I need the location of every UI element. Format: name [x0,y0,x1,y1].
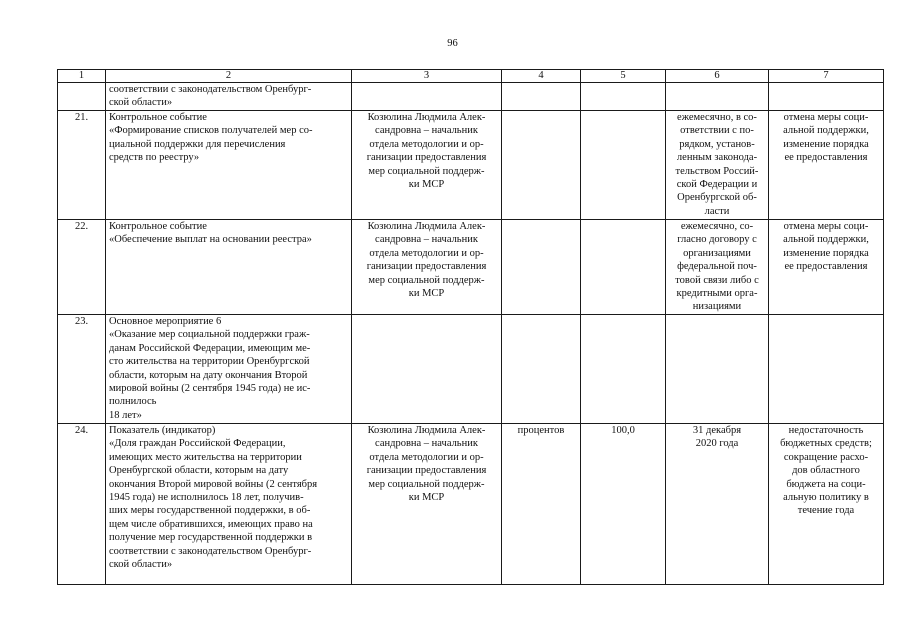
measures-table [57,69,884,585]
column-header: 3 [352,70,502,83]
responsible-cell [352,83,502,111]
value-cell [581,315,666,424]
responsible-cell [352,315,502,424]
row-number: 24. [58,424,106,585]
unit-cell [502,220,581,315]
measure-name-cell: Контрольное событие «Обеспечение выплат на основании реестра» [106,220,352,315]
column-header: 4 [502,70,581,83]
deadline-cell: ежемесячно, в со- ответствии с по- рядком, установ- ленным законода- тельством Россий- ской Федерации и Оренбургской об- ласти [666,111,769,220]
unit-cell [502,111,581,220]
risk-cell: отмена меры соци- альной поддержки, изменение порядка ее предоставления [769,111,884,220]
risk-cell: отмена меры соци- альной поддержки, изменение порядка ее предоставления [769,220,884,315]
table-row [58,83,884,111]
responsible-cell: Козюлина Людмила Алек- сандровна – начальник отдела методологии и ор- ганизации предоставления мер социальной поддерж- ки МСР [352,111,502,220]
deadline-cell [666,83,769,111]
column-header: 7 [769,70,884,83]
measure-name-cell: Основное мероприятие 6 «Оказание мер социальной поддержки граж- данам Российской Федерации, имеющим ме- сто жительства на территории Оренбургской области, которым на дату окончания Второй мировой войны (2 сентября 1945 года) не ис- полнилось 18 лет» [106,315,352,424]
table-row [58,220,884,315]
risk-cell: недостаточность бюджетных средств; сокращение расхо- дов областного бюджета на соци- альную политику в течение года [769,424,884,585]
column-header: 1 [58,70,106,83]
value-cell [581,83,666,111]
table-row [58,424,884,585]
value-cell [581,111,666,220]
column-header: 5 [581,70,666,83]
unit-cell: процентов [502,424,581,585]
responsible-cell: Козюлина Людмила Алек- сандровна – начальник отдела методологии и ор- ганизации предоставления мер социальной поддерж- ки МСР [352,220,502,315]
table-row [58,315,884,424]
measure-name-cell: соответствии с законодательством Оренбург- ской области» [106,83,352,111]
page-number: 96 [447,38,458,49]
row-number: 21. [58,111,106,220]
row-number [58,83,106,111]
deadline-cell [666,315,769,424]
table-header-row [58,70,884,83]
value-cell: 100,0 [581,424,666,585]
table-row [58,111,884,220]
column-header: 6 [666,70,769,83]
measure-name-cell: Контрольное событие «Формирование списков получателей мер со- циальной поддержки для перечисления средств по реестру» [106,111,352,220]
risk-cell [769,83,884,111]
measure-name-cell: Показатель (индикатор) «Доля граждан Российской Федерации, имеющих место жительства на территории Оренбургской области, которым на дату окончания Второй мировой войны (2 сентября 1945 года) не исполнилось 18 лет, получив- ших меры государственной поддержки, в об- щем числе обратившихся, имеющих право на получение мер государственной поддержки в соответствии с законодательством Оренбург- ской области» [106,424,352,585]
responsible-cell: Козюлина Людмила Алек- сандровна – начальник отдела методологии и ор- ганизации предоставления мер социальной поддерж- ки МСР [352,424,502,585]
unit-cell [502,315,581,424]
deadline-cell: ежемесячно, со- гласно договору с организациями федеральной поч- товой связи либо с кредитными орга- низациями [666,220,769,315]
unit-cell [502,83,581,111]
deadline-cell: 31 декабря 2020 года [666,424,769,585]
value-cell [581,220,666,315]
column-header: 2 [106,70,352,83]
row-number: 23. [58,315,106,424]
risk-cell [769,315,884,424]
row-number: 22. [58,220,106,315]
